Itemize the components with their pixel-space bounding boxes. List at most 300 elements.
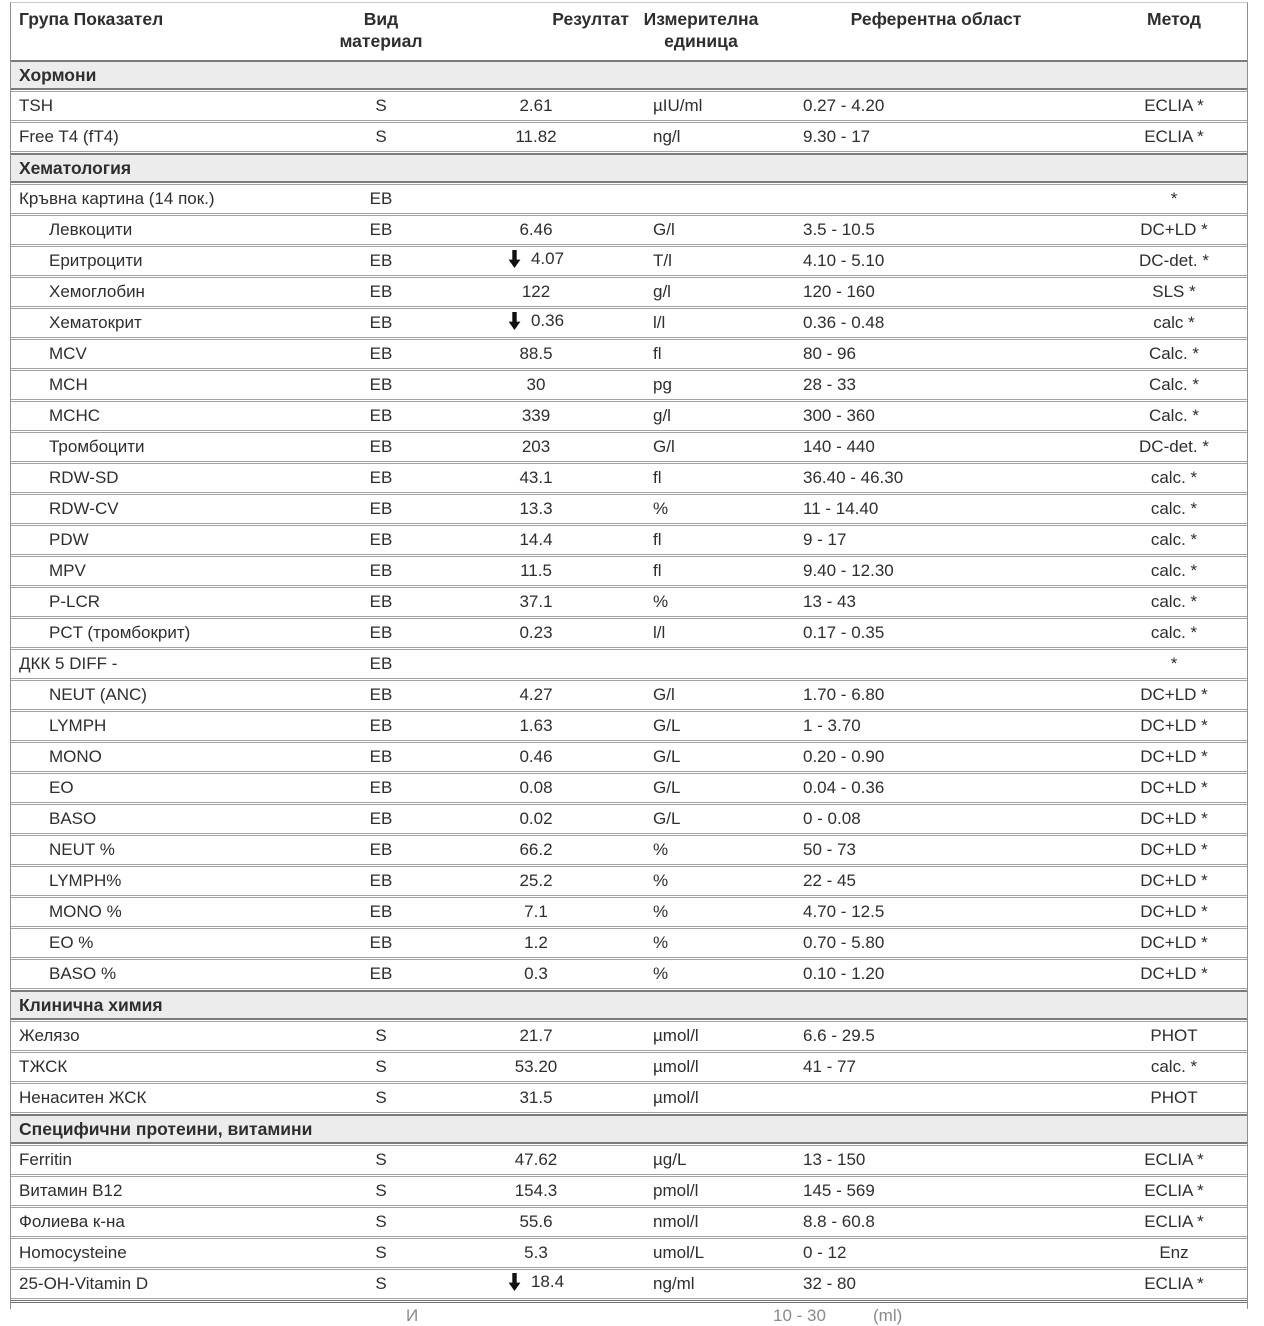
table-row — [11, 1176, 1247, 1206]
material-cell: EB — [369, 964, 393, 983]
section-header-row — [11, 990, 1247, 1020]
table-row — [11, 432, 1247, 462]
indicator-cell: MONO % — [49, 902, 122, 921]
result-value: 55.6 — [519, 1212, 553, 1231]
result-cell — [441, 127, 631, 147]
result-cell — [441, 933, 631, 953]
result-value: 2.61 — [519, 96, 553, 115]
table-row — [11, 184, 1247, 214]
result-cell — [441, 406, 631, 426]
indicator-cell: ДКК 5 DIFF - — [19, 654, 118, 673]
indicator-cell: Хематокрит — [49, 313, 142, 332]
method-cell: ECLIA * — [1144, 127, 1204, 146]
indicator-cell: Homocysteine — [19, 1243, 127, 1262]
table-body — [11, 60, 1247, 1299]
clipped-text-fragment: 10 - 30 — [773, 1306, 826, 1325]
result-value: 53.20 — [514, 1057, 558, 1076]
method-cell: DC+LD * — [1140, 964, 1208, 983]
table-row — [11, 742, 1247, 772]
material-cell: EB — [369, 220, 393, 239]
clipped-text-fragment: И — [406, 1306, 419, 1325]
reference-cell: 32 - 80 — [803, 1274, 856, 1293]
material-cell: S — [375, 1181, 387, 1200]
result-cell — [441, 747, 631, 767]
method-cell: Calc. * — [1148, 406, 1200, 425]
unit-cell: µg/L — [653, 1150, 687, 1169]
method-cell: * — [1170, 654, 1178, 673]
method-cell: SLS * — [1152, 282, 1196, 301]
result-cell — [441, 592, 631, 612]
reference-cell: 0.17 - 0.35 — [803, 623, 885, 642]
table-row — [11, 866, 1247, 896]
indicator-cell: ТЖСК — [19, 1057, 68, 1076]
material-cell: S — [375, 127, 387, 146]
reference-cell: 0 - 12 — [803, 1243, 847, 1262]
indicator-cell: LYMPH — [49, 716, 107, 735]
table-row — [11, 1145, 1247, 1175]
material-cell: S — [375, 1274, 387, 1293]
indicator-cell: RDW-SD — [49, 468, 119, 487]
result-value: 0.02 — [519, 809, 553, 828]
table-row — [11, 463, 1247, 493]
unit-cell: g/l — [653, 406, 671, 425]
method-cell: calc. * — [1150, 623, 1198, 642]
material-cell: EB — [369, 933, 393, 952]
section-title: Хематология — [19, 157, 132, 178]
unit-cell: fl — [653, 561, 662, 580]
indicator-cell: P-LCR — [49, 592, 101, 611]
reference-cell: 13 - 43 — [803, 592, 856, 611]
method-cell: * — [1170, 189, 1178, 208]
material-cell: EB — [369, 623, 393, 642]
unit-cell: G/l — [653, 437, 675, 456]
method-cell: DC+LD * — [1140, 933, 1208, 952]
material-cell: EB — [369, 685, 393, 704]
result-value: 66.2 — [519, 840, 553, 859]
result-cell — [441, 840, 631, 860]
indicator-cell: RDW-CV — [49, 499, 119, 518]
result-cell — [441, 1057, 631, 1077]
reference-cell: 36.40 - 46.30 — [803, 468, 904, 487]
result-value: 25.2 — [519, 871, 553, 890]
result-cell — [441, 468, 631, 488]
unit-cell: g/l — [653, 282, 671, 301]
reference-cell: 13 - 150 — [803, 1150, 866, 1169]
reference-cell: 8.8 - 60.8 — [803, 1212, 875, 1231]
result-value: 18.4 — [530, 1272, 565, 1291]
material-cell: EB — [369, 592, 393, 611]
result-value: 203 — [521, 437, 551, 456]
method-cell: ECLIA * — [1144, 1212, 1204, 1231]
result-value: 0.23 — [519, 623, 553, 642]
material-cell: S — [375, 1088, 387, 1107]
result-cell — [441, 1088, 631, 1108]
table-row — [11, 246, 1247, 276]
unit-cell: l/l — [653, 623, 666, 642]
method-cell: DC+LD * — [1140, 902, 1208, 921]
reference-cell: 3.5 - 10.5 — [803, 220, 875, 239]
material-cell: EB — [369, 902, 393, 921]
unit-cell: % — [653, 933, 669, 952]
reference-cell: 0 - 0.08 — [803, 809, 861, 828]
reference-cell: 6.6 - 29.5 — [803, 1026, 875, 1045]
method-cell: calc. * — [1150, 468, 1198, 487]
result-cell — [441, 1212, 631, 1232]
material-cell: S — [375, 1243, 387, 1262]
method-cell: calc. * — [1150, 592, 1198, 611]
result-value: 11.5 — [520, 561, 552, 580]
table-row — [11, 308, 1247, 338]
result-cell — [441, 530, 631, 550]
method-cell: DC-det. * — [1139, 251, 1209, 270]
reference-cell: 0.36 - 0.48 — [803, 313, 885, 332]
method-cell: DC+LD * — [1140, 809, 1208, 828]
result-cell — [441, 282, 631, 302]
result-cell — [441, 964, 631, 984]
result-value: 0.46 — [519, 747, 553, 766]
method-cell: DC+LD * — [1140, 747, 1208, 766]
material-cell: EB — [369, 406, 393, 425]
result-cell — [441, 623, 631, 643]
reference-cell: 9 - 17 — [803, 530, 847, 549]
reference-cell: 0.70 - 5.80 — [803, 933, 885, 952]
material-cell: S — [375, 1150, 387, 1169]
unit-cell: % — [653, 840, 669, 859]
unit-cell: T/l — [653, 251, 672, 270]
result-value: 6.46 — [519, 220, 553, 239]
reference-cell: 28 - 33 — [803, 375, 856, 394]
unit-cell: % — [653, 499, 669, 518]
indicator-cell: BASO % — [49, 964, 117, 983]
result-value: 21.7 — [519, 1026, 553, 1045]
unit-cell: G/l — [653, 220, 675, 239]
reference-cell: 9.30 - 17 — [803, 127, 871, 146]
table-row — [11, 370, 1247, 400]
reference-cell: 9.40 - 12.30 — [803, 561, 894, 580]
indicator-cell: Ferritin — [19, 1150, 72, 1169]
method-cell: calc. * — [1150, 499, 1198, 518]
indicator-cell: Витамин B12 — [19, 1181, 123, 1200]
indicator-cell: NEUT (ANC) — [49, 685, 147, 704]
unit-cell: fl — [653, 468, 662, 487]
reference-cell: 80 - 96 — [803, 344, 856, 363]
indicator-cell: Free T4 (fT4) — [19, 127, 119, 146]
result-cell — [441, 96, 631, 116]
result-value: 88.5 — [519, 344, 553, 363]
unit-cell: G/L — [653, 747, 681, 766]
result-cell — [441, 311, 631, 335]
table-row — [11, 928, 1247, 958]
reference-cell: 1 - 3.70 — [803, 716, 861, 735]
method-cell: DC+LD * — [1140, 778, 1208, 797]
method-cell: PHOT — [1150, 1088, 1198, 1107]
result-cell — [441, 1026, 631, 1046]
table-row — [11, 649, 1247, 679]
indicator-cell: MONO — [49, 747, 102, 766]
indicator-cell: 25-OH-Vitamin D — [19, 1274, 149, 1293]
unit-cell: % — [653, 964, 669, 983]
method-cell: Enz — [1159, 1243, 1189, 1262]
method-cell: ECLIA * — [1144, 1150, 1204, 1169]
indicator-cell: MCV — [49, 344, 87, 363]
method-cell: DC+LD * — [1140, 840, 1208, 859]
indicator-cell: BASO — [49, 809, 97, 828]
indicator-cell: PCT (тромбокрит) — [49, 623, 191, 642]
material-cell: EB — [369, 561, 393, 580]
table-row — [11, 1083, 1247, 1113]
unit-cell: µmol/l — [653, 1088, 699, 1107]
indicator-cell: MCH — [49, 375, 88, 394]
clipped-text-fragment: (ml) — [873, 1306, 903, 1325]
indicator-cell: Левкоцити — [49, 220, 133, 239]
section-header-row — [11, 60, 1247, 90]
table-row — [11, 680, 1247, 710]
table-row — [11, 587, 1247, 617]
method-cell: calc. * — [1150, 530, 1198, 549]
result-value: 31.5 — [519, 1088, 553, 1107]
column-header-result: Резултат — [552, 9, 629, 29]
column-header-indicator: Група Показател — [19, 9, 164, 29]
section-title: Клинична химия — [19, 994, 163, 1015]
result-cell — [441, 249, 631, 273]
material-cell: EB — [369, 313, 393, 332]
indicator-cell: NEUT % — [49, 840, 115, 859]
unit-cell: µmol/l — [653, 1026, 699, 1045]
material-cell: EB — [369, 778, 393, 797]
result-value: 11.82 — [515, 127, 557, 146]
clipped-next-row — [11, 1300, 1247, 1325]
table-row — [11, 339, 1247, 369]
method-cell: DC-det. * — [1139, 437, 1209, 456]
section-header-row — [11, 1114, 1247, 1144]
material-cell: EB — [369, 344, 393, 363]
unit-cell: G/L — [653, 716, 681, 735]
reference-cell: 120 - 160 — [803, 282, 875, 301]
indicator-cell: Желязо — [19, 1026, 80, 1045]
result-value: 7.1 — [524, 902, 548, 921]
method-cell: ECLIA * — [1144, 96, 1204, 115]
material-cell: EB — [369, 747, 393, 766]
material-cell: EB — [369, 189, 393, 208]
column-header-method: Метод — [1147, 9, 1201, 29]
table-row — [11, 835, 1247, 865]
result-cell — [441, 499, 631, 519]
material-cell: EB — [369, 437, 393, 456]
result-cell — [441, 344, 631, 364]
unit-cell: fl — [653, 344, 662, 363]
reference-cell: 145 - 569 — [803, 1181, 875, 1200]
material-cell: EB — [369, 871, 393, 890]
unit-cell: pmol/l — [653, 1181, 699, 1200]
reference-cell: 11 - 14.40 — [803, 499, 879, 518]
result-value: 1.63 — [519, 716, 553, 735]
unit-cell: umol/L — [653, 1243, 705, 1262]
material-cell: EB — [369, 375, 393, 394]
unit-cell: µIU/ml — [653, 96, 703, 115]
table-row — [11, 618, 1247, 648]
material-cell: EB — [369, 499, 393, 518]
result-value: 30 — [526, 375, 546, 394]
result-cell — [441, 716, 631, 736]
method-cell: Calc. * — [1148, 375, 1200, 394]
unit-cell: ng/l — [653, 127, 681, 146]
section-title: Специфични протеини, витамини — [19, 1118, 313, 1139]
indicator-cell: Тромбоцити — [49, 437, 145, 456]
reference-cell: 0.10 - 1.20 — [803, 964, 885, 983]
reference-cell: 50 - 73 — [803, 840, 856, 859]
result-cell — [441, 1150, 631, 1170]
unit-cell: ng/ml — [653, 1274, 695, 1293]
material-cell: S — [375, 1057, 387, 1076]
method-cell: Calc. * — [1148, 344, 1200, 363]
table-row — [11, 1021, 1247, 1051]
table-row — [11, 122, 1247, 152]
table-row — [11, 525, 1247, 555]
material-cell: EB — [369, 530, 393, 549]
result-cell — [441, 778, 631, 798]
method-cell: calc. * — [1150, 561, 1198, 580]
unit-cell: l/l — [653, 313, 666, 332]
result-value: 154.3 — [514, 1181, 558, 1200]
result-value: 5.3 — [524, 1243, 548, 1262]
result-cell — [441, 189, 631, 209]
result-value: 14.4 — [519, 530, 553, 549]
low-result-arrow-icon — [508, 250, 521, 268]
table-row — [11, 277, 1247, 307]
unit-cell: fl — [653, 530, 662, 549]
reference-cell: 140 - 440 — [803, 437, 875, 456]
reference-cell: 1.70 - 6.80 — [803, 685, 885, 704]
method-cell: ECLIA * — [1144, 1274, 1204, 1293]
table-row — [11, 215, 1247, 245]
table-row — [11, 556, 1247, 586]
table-row — [11, 1052, 1247, 1082]
lab-results-table — [10, 2, 1248, 1325]
result-value: 47.62 — [514, 1150, 558, 1169]
indicator-cell: Ненаситен ЖСК — [19, 1088, 147, 1107]
reference-cell: 0.27 - 4.20 — [803, 96, 885, 115]
indicator-cell: Хемоглобин — [49, 282, 145, 301]
unit-cell: nmol/l — [653, 1212, 699, 1231]
result-cell — [441, 871, 631, 891]
result-cell — [441, 809, 631, 829]
result-cell — [441, 654, 631, 674]
reference-cell: 0.20 - 0.90 — [803, 747, 885, 766]
result-value: 1.2 — [524, 933, 548, 952]
result-value: 122 — [521, 282, 551, 301]
material-cell: EB — [369, 468, 393, 487]
table-row — [11, 1269, 1247, 1299]
unit-cell: G/L — [653, 778, 681, 797]
material-cell: S — [375, 1212, 387, 1231]
indicator-cell: MCHC — [49, 406, 100, 425]
column-header-unit: Измерителна единица — [643, 9, 759, 51]
result-value: 43.1 — [519, 468, 553, 487]
table-row — [11, 494, 1247, 524]
reference-cell: 4.10 - 5.10 — [803, 251, 885, 270]
table-row — [11, 91, 1247, 121]
method-cell: ECLIA * — [1144, 1181, 1204, 1200]
material-cell: S — [375, 96, 387, 115]
method-cell: PHOT — [1150, 1026, 1198, 1045]
result-value: 0.3 — [524, 964, 548, 983]
table-header-row — [11, 3, 1247, 59]
table-row — [11, 1238, 1247, 1268]
table-row — [11, 711, 1247, 741]
method-cell: DC+LD * — [1140, 716, 1208, 735]
table-row — [11, 773, 1247, 803]
result-value: 37.1 — [519, 592, 553, 611]
table-row — [11, 1207, 1247, 1237]
indicator-cell: Фолиева к-на — [19, 1212, 125, 1231]
unit-cell: % — [653, 902, 669, 921]
result-cell — [441, 220, 631, 240]
material-cell: EB — [369, 716, 393, 735]
material-cell: EB — [369, 840, 393, 859]
material-cell: S — [375, 1026, 387, 1045]
unit-cell: % — [653, 871, 669, 890]
result-cell — [441, 437, 631, 457]
result-value: 339 — [521, 406, 551, 425]
material-cell: EB — [369, 282, 393, 301]
result-value: 4.07 — [530, 249, 565, 268]
reference-cell: 41 - 77 — [803, 1057, 856, 1076]
material-cell: EB — [369, 809, 393, 828]
result-cell — [441, 902, 631, 922]
unit-cell: G/l — [653, 685, 675, 704]
result-value: 0.08 — [519, 778, 553, 797]
table-row — [11, 959, 1247, 989]
column-header-material: Вид материал — [339, 9, 423, 51]
indicator-cell: MPV — [49, 561, 86, 580]
section-title: Хормони — [19, 64, 97, 85]
unit-cell: µmol/l — [653, 1057, 699, 1076]
method-cell: DC+LD * — [1140, 685, 1208, 704]
result-cell — [441, 1181, 631, 1201]
table-row — [11, 804, 1247, 834]
method-cell: calc * — [1153, 313, 1195, 332]
result-value: 13.3 — [519, 499, 553, 518]
result-value: 4.27 — [519, 685, 553, 704]
result-cell — [441, 685, 631, 705]
reference-cell: 300 - 360 — [803, 406, 875, 425]
indicator-cell: PDW — [49, 530, 89, 549]
unit-cell: % — [653, 592, 669, 611]
low-result-arrow-icon — [508, 312, 521, 330]
result-cell — [441, 1272, 631, 1296]
unit-cell: pg — [653, 375, 672, 394]
method-cell: DC+LD * — [1140, 220, 1208, 239]
indicator-cell: LYMPH% — [49, 871, 122, 890]
low-result-arrow-icon — [508, 1273, 521, 1291]
result-value: 0.36 — [530, 311, 565, 330]
reference-cell: 4.70 - 12.5 — [803, 902, 885, 921]
result-cell — [441, 1243, 631, 1263]
method-cell: calc. * — [1150, 1057, 1198, 1076]
indicator-cell: EO % — [49, 933, 94, 952]
result-cell — [441, 561, 631, 581]
indicator-cell: Еритроцити — [49, 251, 143, 270]
indicator-cell: EO — [49, 778, 74, 797]
section-header-row — [11, 153, 1247, 183]
table-row — [11, 897, 1247, 927]
indicator-cell: Кръвна картина (14 пок.) — [19, 189, 215, 208]
reference-cell: 0.04 - 0.36 — [803, 778, 885, 797]
material-cell: EB — [369, 654, 393, 673]
method-cell: DC+LD * — [1140, 871, 1208, 890]
reference-cell: 22 - 45 — [803, 871, 856, 890]
unit-cell: G/L — [653, 809, 681, 828]
